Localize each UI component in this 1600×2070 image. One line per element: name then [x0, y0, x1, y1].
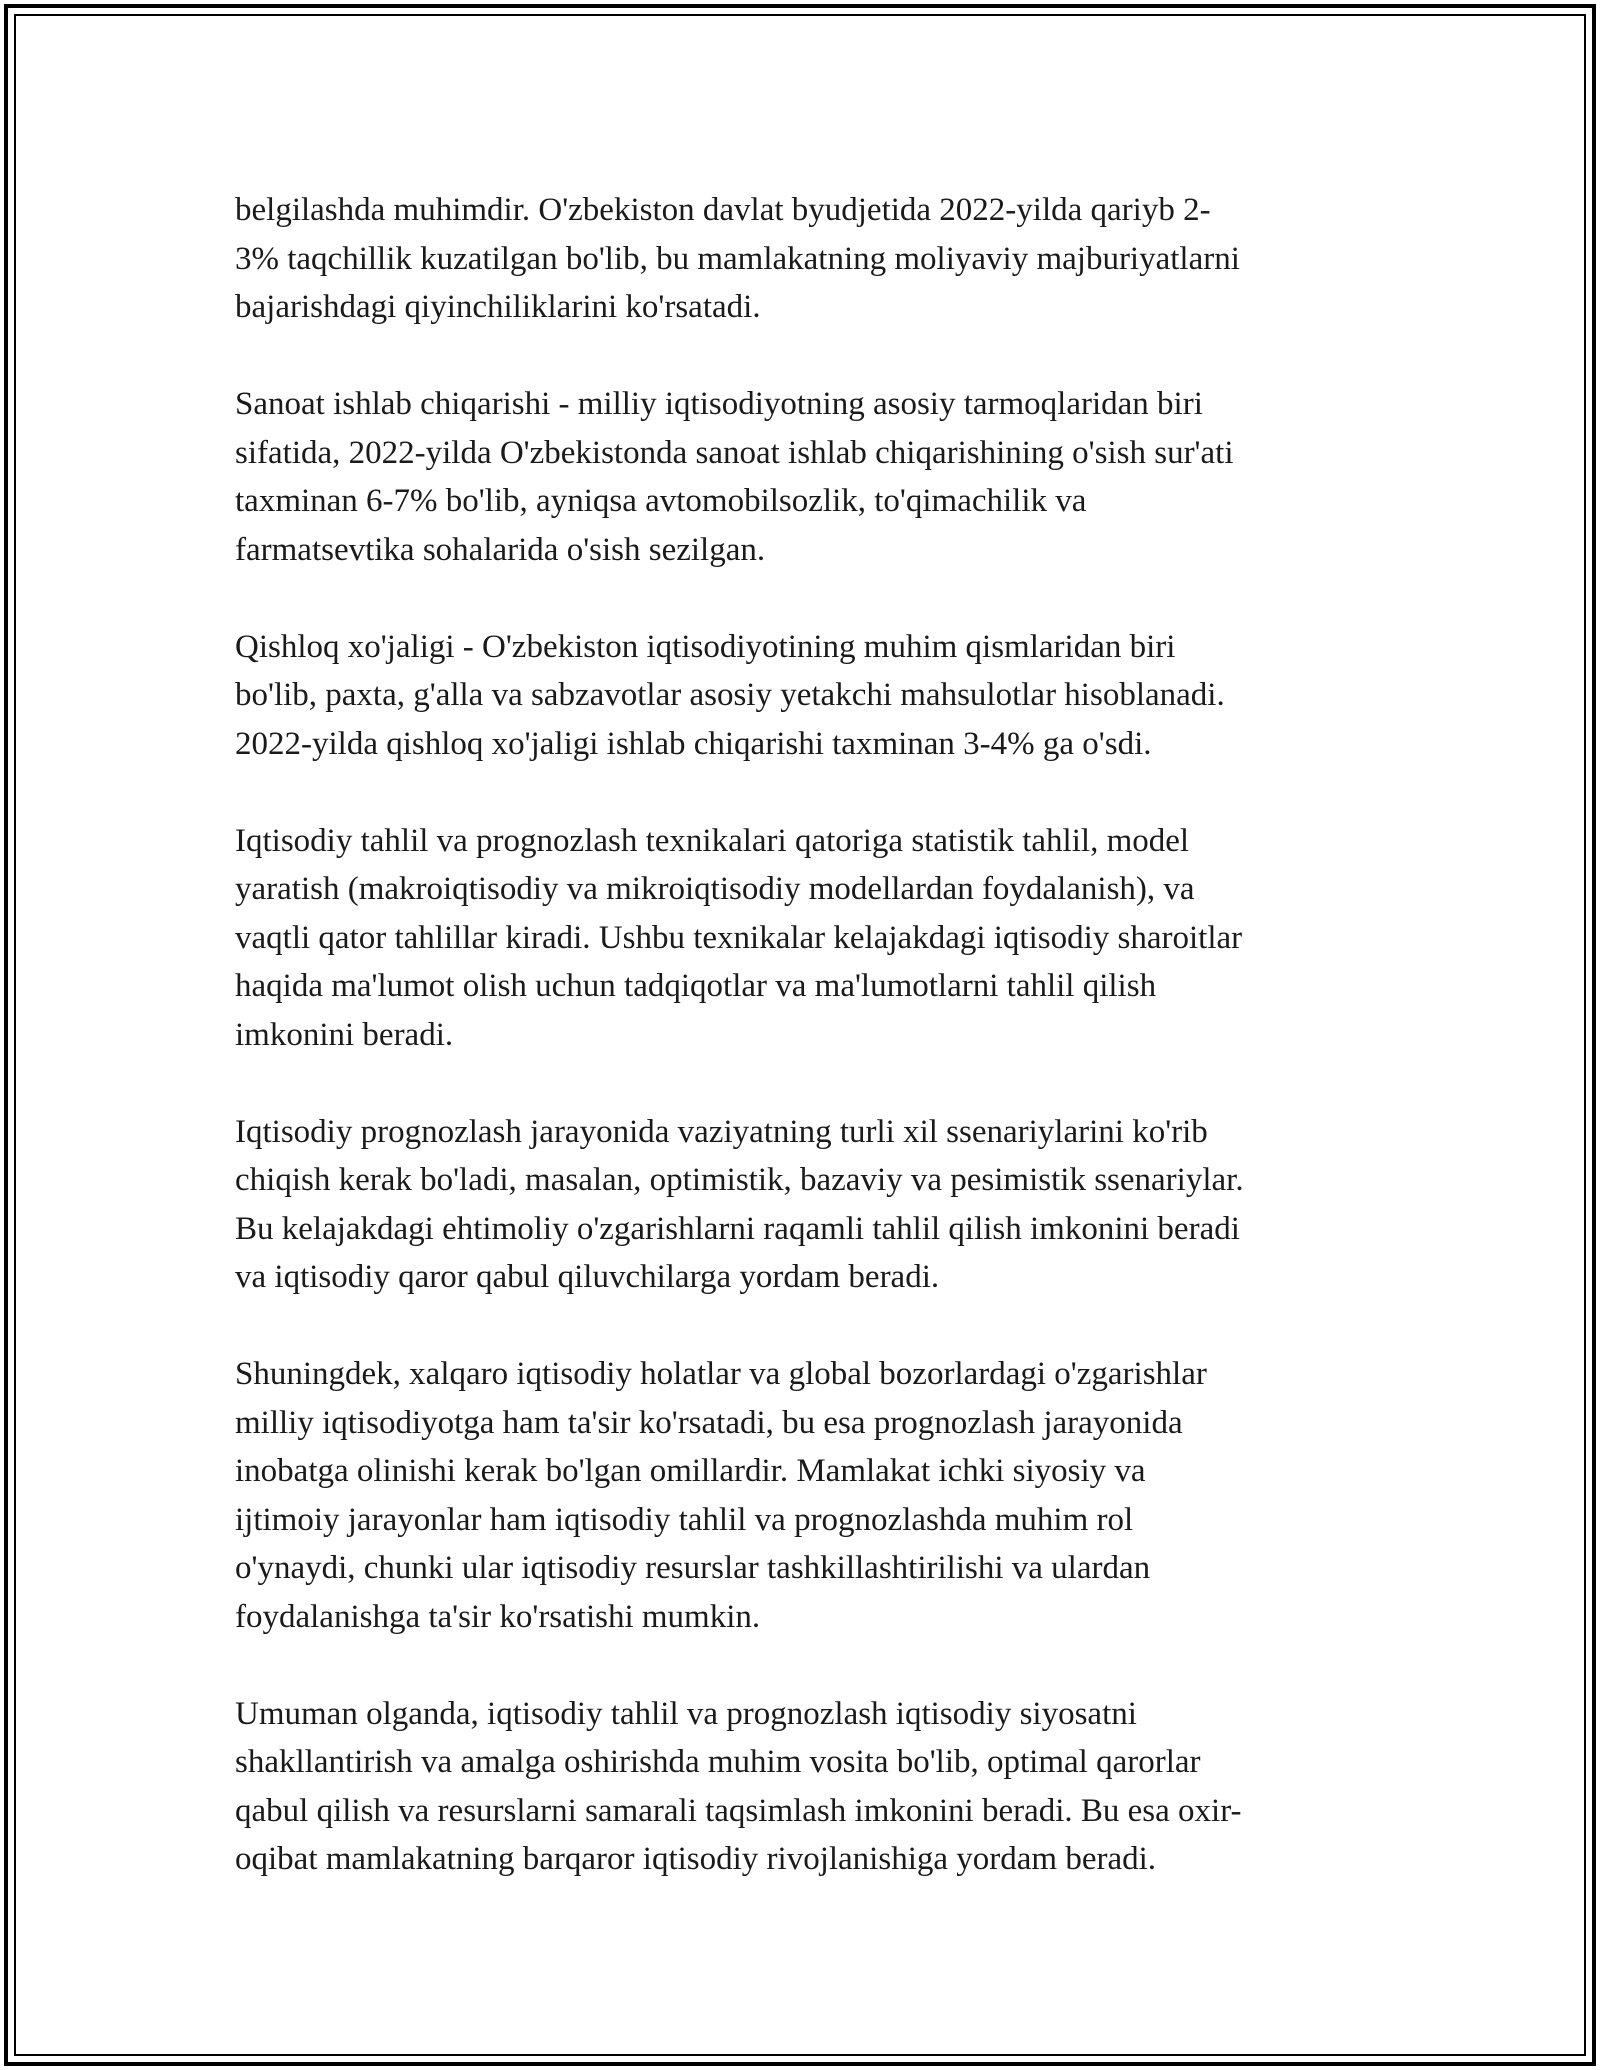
text-line: o'ynaydi, chunki ular iqtisodiy resurslar tashkillashtirilishi va ulardan: [235, 1550, 1151, 1586]
text-line: oqibat mamlakatning barqaror iqtisodiy rivojlanishiga yordam beradi.: [235, 1841, 1157, 1877]
text-line: vaqtli qator tahlillar kiradi. Ushbu texnikalar kelajakdagi iqtisodiy sharoitlar: [235, 919, 1243, 956]
paragraph-budget: [235, 186, 1365, 332]
paragraph-techniques: [235, 817, 1365, 1060]
text-line: bo'lib, paxta, g'alla va sabzavotlar asosiy yetakchi mahsulotlar hisoblanadi.: [235, 677, 1225, 713]
text-line: Qishloq xo'jaligi - O'zbekiston iqtisodiyotining muhim qismlaridan biri: [235, 628, 1176, 665]
document-body: [235, 186, 1365, 1932]
text-line: belgilashda muhimdir. O'zbekiston davlat byudjetida 2022-yilda qariyb 2-: [235, 192, 1211, 228]
paragraph-conclusion: [235, 1690, 1365, 1884]
text-line: imkonini beradi.: [235, 1016, 454, 1053]
text-line: foydalanishga ta'sir ko'rsatishi mumkin.: [235, 1598, 761, 1635]
paragraph-agriculture: [235, 623, 1365, 769]
paragraph-industry: [235, 380, 1365, 574]
text-line: chiqish kerak bo'ladi, masalan, optimistik, bazaviy va pesimistik ssenariylar.: [235, 1162, 1244, 1198]
paragraph-global-factors: [235, 1350, 1365, 1641]
text-line: Bu kelajakdagi ehtimoliy o'zgarishlarni raqamli tahlil qilish imkonini beradi: [235, 1210, 1240, 1247]
text-line: qabul qilish va resurslarni samarali taqsimlash imkonini beradi. Bu esa oxir-: [235, 1792, 1242, 1829]
text-line: yaratish (makroiqtisodiy va mikroiqtisodiy modellardan foydalanish), va: [235, 871, 1195, 907]
text-line: Shuningdek, xalqaro iqtisodiy holatlar va global bozorlardagi o'zgarishlar: [235, 1356, 1207, 1392]
text-line: inobatga olinishi kerak bo'lgan omillardir. Mamlakat ichki siyosiy va: [235, 1453, 1146, 1489]
text-line: ijtimoiy jarayonlar ham iqtisodiy tahlil va prognozlashda muhim rol: [235, 1501, 1134, 1538]
text-line: bajarishdagi qiyinchiliklarini ko'rsatadi.: [235, 289, 761, 325]
text-line: sifatida, 2022-yilda O'zbekistonda sanoat ishlab chiqarishining o'sish sur'ati: [235, 434, 1234, 471]
text-line: Umuman olganda, iqtisodiy tahlil va prognozlash iqtisodiy siyosatni: [235, 1695, 1137, 1732]
text-line: farmatsevtika sohalarida o'sish sezilgan.: [235, 531, 766, 568]
text-line: Iqtisodiy prognozlash jarayonida vaziyatning turli xil ssenariylarini ko'rib: [235, 1113, 1208, 1150]
text-line: Iqtisodiy tahlil va prognozlash texnikalari qatoriga statistik tahlil, model: [235, 822, 1190, 859]
text-line: 2022-yilda qishloq xo'jaligi ishlab chiqarishi taxminan 3-4% ga o'sdi.: [235, 725, 1152, 762]
text-line: va iqtisodiy qaror qabul qiluvchilarga yordam beradi.: [235, 1259, 940, 1295]
text-line: taxminan 6-7% bo'lib, ayniqsa avtomobilsozlik, to'qimachilik va: [235, 483, 1087, 519]
text-line: Sanoat ishlab chiqarishi - milliy iqtisodiyotning asosiy tarmoqlaridan biri: [235, 386, 1203, 422]
text-line: haqida ma'lumot olish uchun tadqiqotlar va ma'lumotlarni tahlil qilish: [235, 968, 1157, 1004]
text-line: milliy iqtisodiyotga ham ta'sir ko'rsatadi, bu esa prognozlash jarayonida: [235, 1404, 1183, 1441]
text-line: shakllantirish va amalga oshirishda muhim vosita bo'lib, optimal qarorlar: [235, 1744, 1201, 1780]
text-line: 3% taqchillik kuzatilgan bo'lib, bu mamlakatning moliyaviy majburiyatlarni: [235, 240, 1240, 277]
paragraph-scenarios: [235, 1108, 1365, 1302]
